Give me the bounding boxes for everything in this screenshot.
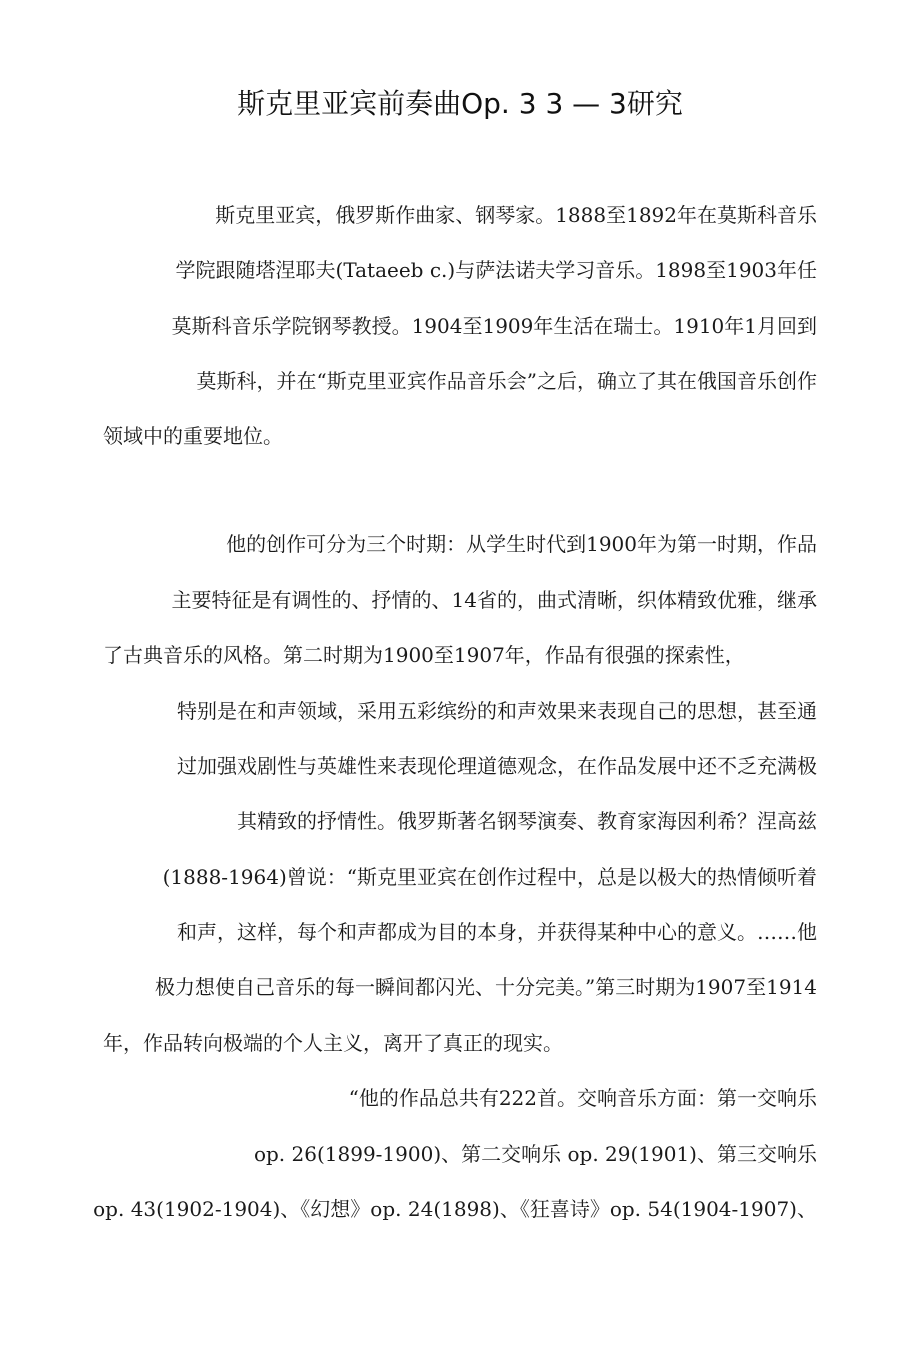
paragraph-2-line-7: (1888-1964)曾说：“斯克里亚宾在创作过程中，总是以极大的热情倾听着 [162, 865, 817, 889]
paragraph-2-line-3: 了古典音乐的风格。第二时期为1900至1907年，作品有很强的探索性， [103, 643, 745, 667]
paragraph-2-line-4: 特别是在和声领域，采用五彩缤纷的和声效果来表现自己的思想，甚至通 [177, 699, 817, 723]
paragraph-2-line-1: 他的创作可分为三个时期：从学生时代到1900年为第一时期，作品 [226, 532, 817, 556]
paragraph-1-line-2: 学院跟随塔涅耶夫(Tataeeb c.)与萨法诺夫学习音乐。1898至1903年任 [175, 258, 817, 282]
paragraph-3-line-1: “他的作品总共有222首。交响音乐方面：第一交响乐 [348, 1086, 817, 1110]
paragraph-1-line-1: 斯克里亚宾，俄罗斯作曲家、钢琴家。1888至1892年在莫斯科音乐 [215, 203, 817, 227]
paragraph-1-line-3: 莫斯科音乐学院钢琴教授。1904至1909年生活在瑞士。1910年1月回到 [171, 314, 817, 338]
paragraph-1-line-5: 领域中的重要地位。 [103, 424, 283, 448]
paragraph-1-line-4: 莫斯科，并在“斯克里亚宾作品音乐会”之后，确立了其在俄国音乐创作 [196, 369, 817, 393]
paragraph-2-line-8: 和声，这样，每个和声都成为目的本身，并获得某种中心的意义。……他 [177, 920, 817, 944]
document-title: 斯克里亚宾前奏曲Op. 3 3 — 3研究 [237, 87, 683, 120]
paragraph-3-line-2: op. 26(1899-1900)、第二交响乐 op. 29(1901)、第三交响乐 [253, 1142, 817, 1166]
paragraph-2-line-9: 极力想使自己音乐的每一瞬间都闪光、十分完美。”第三时期为1907至1914 [154, 975, 817, 999]
paragraph-2-line-2: 主要特征是有调性的、抒情的、14省的，曲式清晰，织体精致优雅，继承 [171, 588, 817, 612]
paragraph-3-line-3: op. 43(1902-1904)、《幻想》op. 24(1898)、《狂喜诗》op. 54(1904-1907)、 [93, 1197, 817, 1221]
paragraph-2-line-5: 过加强戏剧性与英雄性来表现伦理道德观念，在作品发展中还不乏充满极 [177, 754, 817, 778]
paragraph-2-line-6: 其精致的抒情性。俄罗斯著名钢琴演奏、教育家海因利希？涅高兹 [237, 809, 817, 833]
paragraph-2-line-10: 年，作品转向极端的个人主义，离开了真正的现实。 [103, 1031, 563, 1055]
